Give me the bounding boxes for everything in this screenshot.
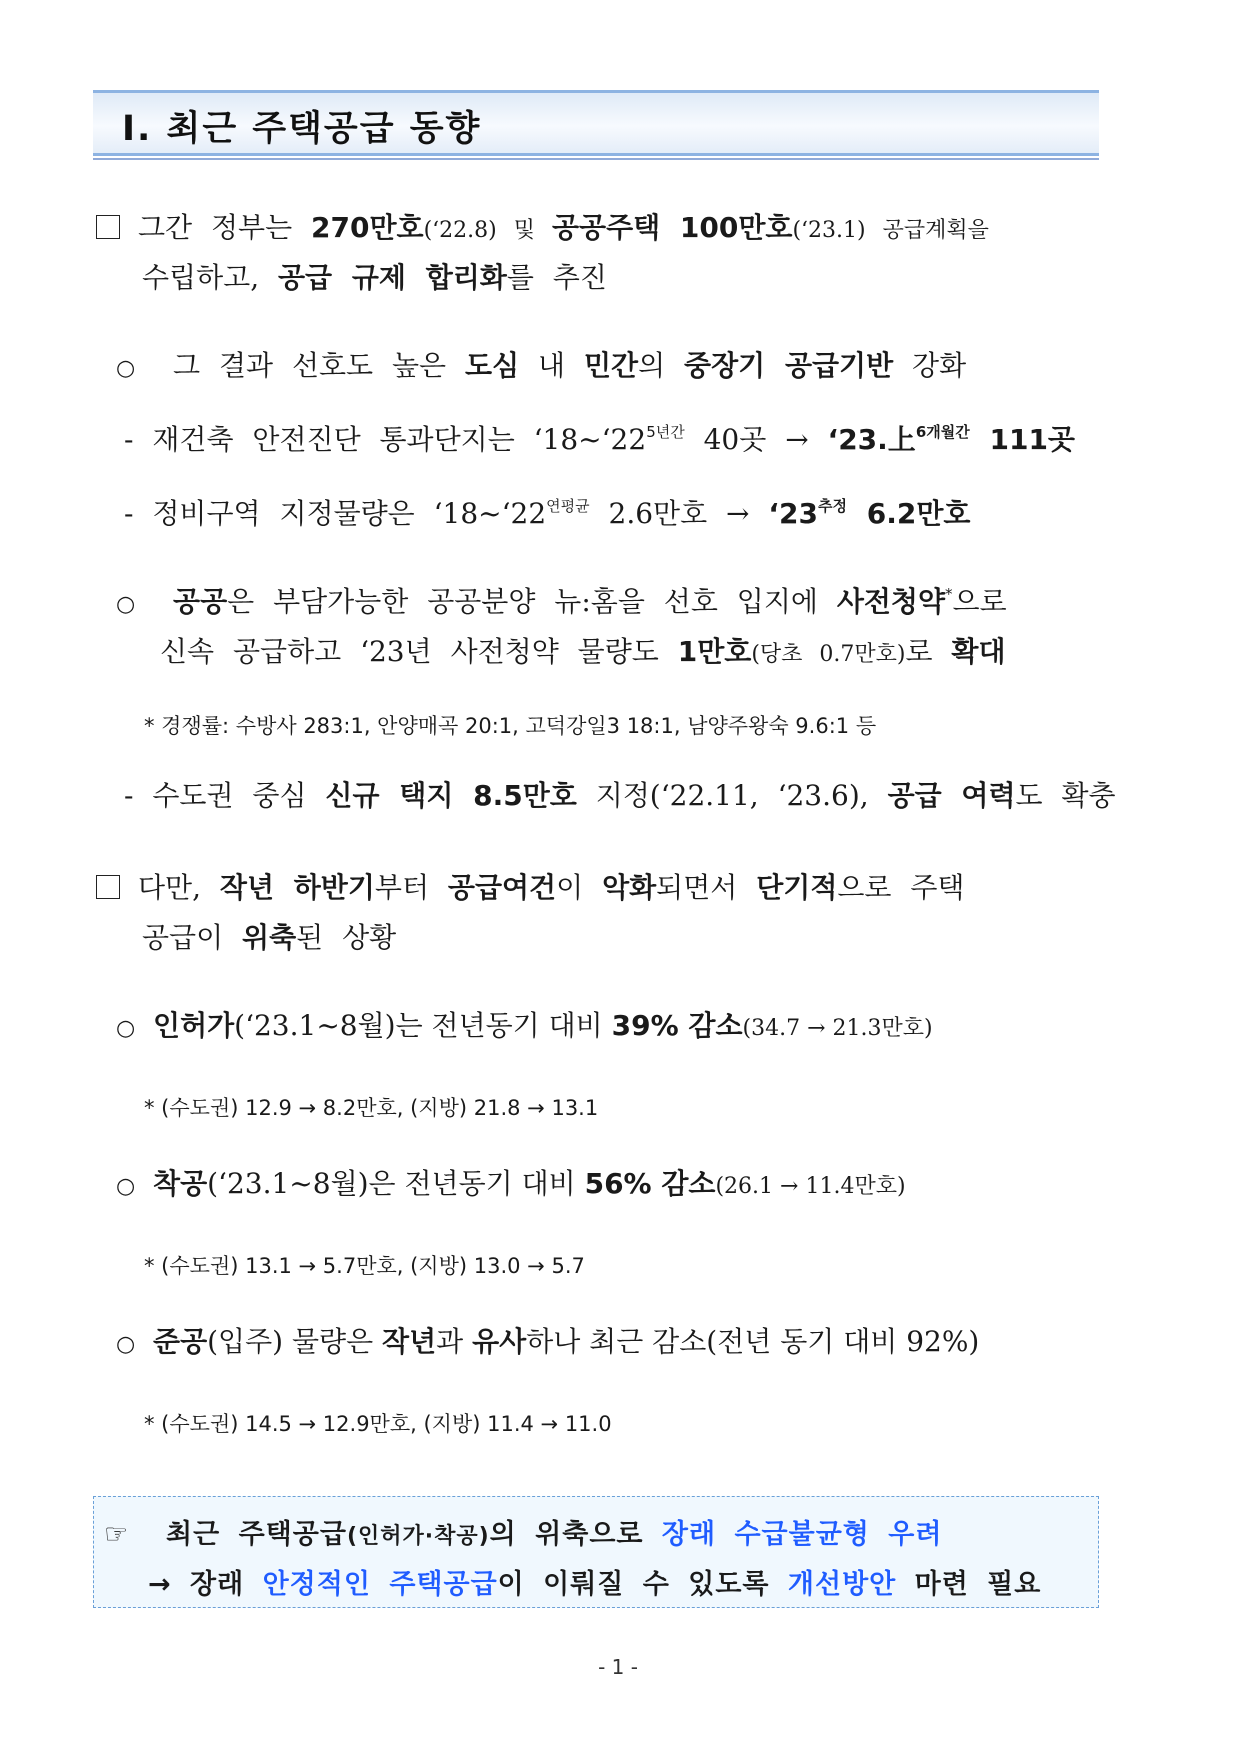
footnote-completions: * (수도권) 14.5 → 12.9만호, (지방) 11.4 → 11.0 <box>144 1412 612 1436</box>
bullet-construction-starts: ○ 착공(‘23.1~8월)은 전년동기 대비 56% 감소(26.1 → 11.4만호) <box>116 1167 906 1200</box>
conclusion-line-2: → 장래 안정적인 주택공급이 이뤄질 수 있도록 개선방안 마련 필요 <box>148 1569 1042 1600</box>
bullet-1-2-line-1: ○ 공공은 부담가능한 공공분양 뉴:홈을 선호 입지에 사전청약*으로 <box>116 585 1007 618</box>
paragraph-2-line-1: 다만, 작년 하반기부터 공급여건이 악화되면서 단기적으로 주택 <box>96 868 964 908</box>
checkbox-symbol <box>96 215 120 239</box>
conclusion-line-1: ☞ 최근 주택공급(인허가·착공)의 위축으로 장래 수급불균형 우려 <box>104 1519 943 1550</box>
page-number: - 1 - <box>598 1655 638 1679</box>
footnote-construction-starts: * (수도권) 13.1 → 5.7만호, (지방) 13.0 → 5.7 <box>144 1254 585 1278</box>
dash-item-new-land: - 수도권 중심 신규 택지 8.5만호 지정(‘22.11, ‘23.6), 공급 여력도 확충 <box>124 779 1116 812</box>
pointing-hand-icon: ☞ <box>104 1519 130 1550</box>
checkbox-symbol <box>96 875 120 899</box>
dash-item-redevelopment: - 정비구역 지정물량은 ‘$18\sim‘22^{연평균}$ 2.6만호 → ‘$23^{추정}$ 6.2만호 <box>124 497 971 530</box>
paragraph-1-line-1: 그간 정부는 270만호(‘22.8) 및 공공주택 100만호(‘23.1) 공급계획을 <box>96 208 989 251</box>
footnote-permits: * (수도권) 12.9 → 8.2만호, (지방) 21.8 → 13.1 <box>144 1096 599 1120</box>
paragraph-1-line-2: 수립하고, 공급 규제 합리화를 추진 <box>142 261 607 294</box>
paragraph-2-line-2: 공급이 위축된 상황 <box>142 921 397 954</box>
section-title: Ⅰ. 최근 주택공급 동향 <box>122 109 482 149</box>
dash-item-reconstruction: - 재건축 안전진단 통과단지는 ‘$18\sim‘22^{5년간}$ 40곳 → ‘23.上$^{6개월간}$ 111곳 <box>124 423 1075 456</box>
bullet-permits: ○ 인허가(‘23.1~8월)는 전년동기 대비 39% 감소(34.7 → 21.3만호) <box>116 1009 933 1042</box>
bullet-1-1: ○ 그 결과 선호도 높은 도심 내 민간의 중장기 공급기반 강화 <box>116 349 967 382</box>
bullet-completions: ○ 준공(입주) 물량은 작년과 유사하나 최근 감소(전년 동기 대비 92%) <box>116 1325 980 1358</box>
bullet-1-2-line-2: 신속 공급하고 ‘23년 사전청약 물량도 1만호(당초 0.7만호)로 확대 <box>160 635 1006 668</box>
footnote-competition-rates: * 경쟁률: 수방사 283:1, 안양매곡 20:1, 고덕강일3 18:1, 남양주왕숙 9.6:1 등 <box>144 714 877 738</box>
title-bar-underline <box>93 158 1099 160</box>
